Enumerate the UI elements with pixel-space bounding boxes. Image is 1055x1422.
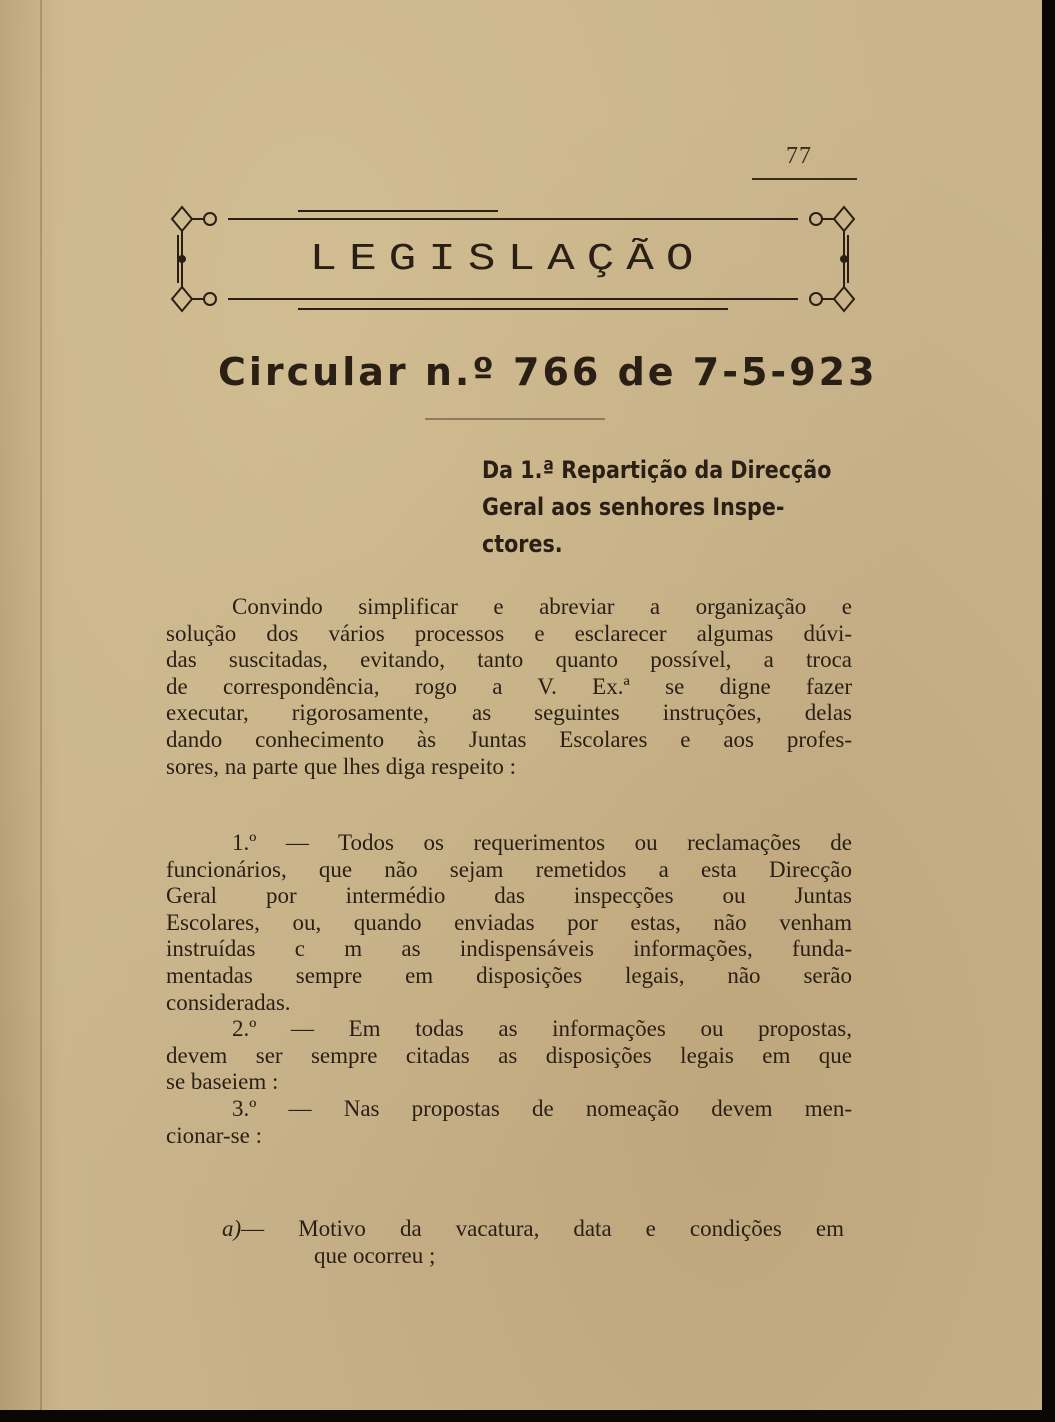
item-line: 2.º — Em todas as informações ou propostas, [232,1016,852,1042]
page-number: 77 [786,143,812,169]
section-title: LEGISLAÇÃO [309,238,706,281]
sub-item-a [222,1216,844,1269]
sub-item-line [222,1216,844,1243]
item-line: instruídas c m as indispensáveis informações, funda- [166,936,852,962]
addressee-line: Geral aos senhores Inspe- [482,493,785,521]
addressee-block [482,452,832,563]
addressee-line: Da 1.ª Repartição da Direcção [482,456,832,484]
item-line: Escolares, ou, quando enviadas por estas, não venham [166,909,852,935]
sub-item-label: a) [222,1216,242,1241]
item-line: cionar-se : [166,1122,262,1148]
item-line: consideradas. [166,989,291,1015]
text-line: de correspondência, rogo a V. Ex.ª se digne fazer [166,673,852,699]
item-line: 3.º — Nas propostas de nomeação devem men- [232,1095,852,1121]
text-line: das suscitadas, evitando, tanto quanto possível, a troca [166,647,852,673]
item-line: se baseiem : [166,1069,279,1095]
numbered-items [166,830,852,1149]
intro-paragraph [166,594,852,780]
sub-item-continuation: que ocorreu ; [314,1242,436,1268]
text-line: solução dos vários processos e esclarecer algumas dúvi- [166,620,852,646]
text-line: sores, na parte que lhes diga respeito : [166,753,516,779]
sub-item-text: — Motivo da vacatura, data e condições em [241,1216,844,1241]
text-line: dando conhecimento às Juntas Escolares e aos profes- [166,726,852,752]
page-fold-shadow [40,0,42,1410]
text-line: executar, rigorosamente, as seguintes instruções, delas [166,700,852,726]
item-line: devem ser sempre citadas as disposições legais em que [166,1042,852,1068]
heading-rule [425,418,605,420]
addressee-line: ctores. [482,530,563,558]
item-line: funcionários, que não sejam remetidos a esta Direcção [166,856,852,882]
text-line: Convindo simplificar e abreviar a organização e [232,594,852,619]
circular-heading: Circular n.º 766 de 7-5-923 [218,350,878,394]
item-line: mentadas sempre em disposições legais, não serão [166,962,852,988]
page-number-rule [752,178,857,180]
item-line: Geral por intermédio das inspecções ou Juntas [166,883,852,909]
item-line: 1.º — Todos os requerimentos ou reclamações de [232,830,852,855]
